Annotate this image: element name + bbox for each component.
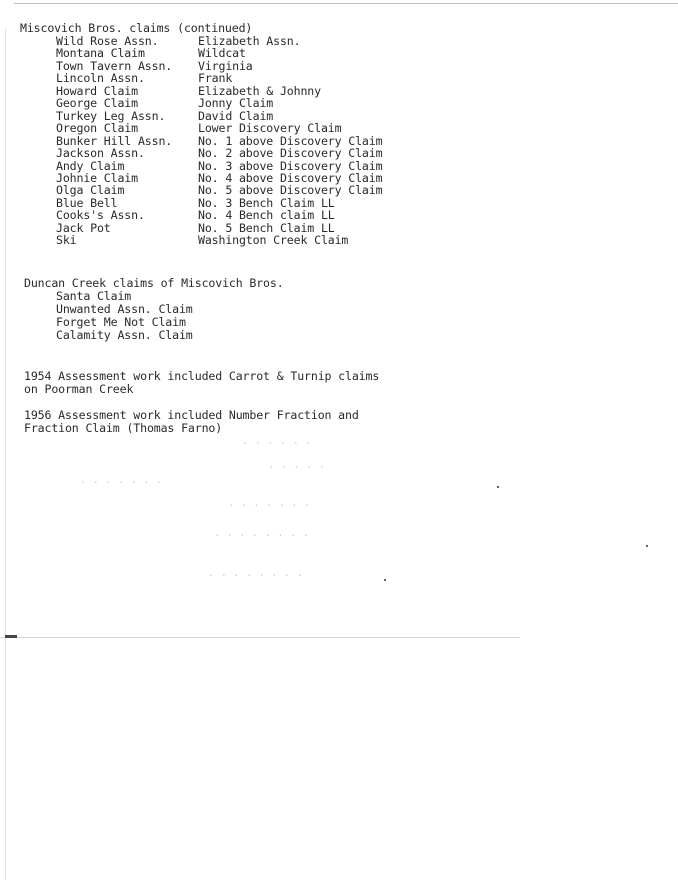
claim-left-cell: Wild Rose Assn.: [56, 34, 159, 48]
claim-left-cell: Bunker Hill Assn.: [56, 133, 173, 148]
claim-left-cell: Town Tavern Assn.: [56, 58, 173, 73]
claim-right-cell: Jonny Claim: [198, 96, 274, 111]
claim-right-cell: Wildcat: [198, 46, 246, 61]
claim-right-cell: Elizabeth & Johnny: [198, 83, 321, 98]
claim-right-cell: No. 3 Bench Claim LL: [198, 195, 335, 210]
claim-left-cell: Ski: [56, 233, 77, 248]
top-border-line: [14, 3, 678, 4]
claim-left-cell: Blue Bell: [56, 195, 118, 210]
claim-left-cell: Lincoln Assn.: [56, 71, 145, 86]
claim-right-cell: Elizabeth Assn.: [198, 34, 301, 48]
claim-left-cell: Turkey Leg Assn.: [56, 108, 166, 123]
bleed-through-mark: · · · · · · ·: [228, 500, 311, 512]
header-title: Miscovich Bros. claims: [20, 21, 171, 35]
claim-left-cell: Andy Claim: [56, 158, 125, 173]
header-continued: (continued): [177, 21, 253, 35]
claims-table: [56, 35, 396, 260]
note-1954-line-1: 1954 Assessment work included Carrot & Turnip claims: [24, 369, 380, 383]
lower-divider-mark: [5, 635, 17, 638]
claim-right-cell: No. 5 above Discovery Claim: [198, 183, 383, 198]
claim-right-cell: Lower Discovery Claim: [198, 121, 342, 136]
claim-right-cell: No. 4 above Discovery Claim: [198, 170, 383, 185]
bleed-through-mark: · · · · · · ·: [80, 477, 163, 489]
duncan-heading: Duncan Creek claims of Miscovich Bros.: [24, 276, 284, 290]
claim-right-cell: David Claim: [198, 108, 274, 123]
claim-right-cell: Washington Creek Claim: [198, 233, 349, 248]
bleed-through-mark: · · · · · · · ·: [214, 530, 309, 542]
duncan-claim-item: Unwanted Assn. Claim: [56, 302, 193, 316]
claim-right-cell: No. 2 above Discovery Claim: [198, 146, 383, 161]
claim-right-cell: No. 5 Bench Claim LL: [198, 220, 335, 235]
duncan-claim-item: Forget Me Not Claim: [56, 315, 186, 329]
note-1956-line-2: Fraction Claim (Thomas Farno): [24, 421, 223, 435]
left-margin-line: [5, 28, 6, 880]
note-1956-line-1: 1956 Assessment work included Number Fraction and: [24, 408, 359, 422]
bleed-through-mark: · · · · · · · ·: [208, 570, 303, 582]
claim-left-cell: Oregon Claim: [56, 121, 138, 136]
claim-left-cell: Montana Claim: [56, 46, 145, 61]
claim-left-cell: Johnie Claim: [56, 170, 138, 185]
claim-left-cell: George Claim: [56, 96, 138, 111]
claim-right-cell: No. 3 above Discovery Claim: [198, 158, 383, 173]
claim-left-cell: Cooks's Assn.: [56, 208, 145, 223]
duncan-claim-item: Santa Claim: [56, 289, 132, 303]
duncan-claims-list: [56, 290, 306, 346]
claim-right-cell: No. 1 above Discovery Claim: [198, 133, 383, 148]
ink-speck: [646, 545, 648, 547]
duncan-claim-item: Calamity Assn. Claim: [56, 328, 193, 342]
claim-right-cell: Virginia: [198, 58, 253, 73]
claim-right-cell: Frank: [198, 71, 233, 86]
bleed-through-mark: · · · · ·: [268, 462, 325, 474]
claim-right-cell: No. 4 Bench claim LL: [198, 208, 335, 223]
claim-left-cell: Jackson Assn.: [56, 146, 145, 161]
ink-speck: [497, 486, 499, 488]
claim-left-cell: Olga Claim: [56, 183, 125, 198]
bleed-through-mark: · · · · · ·: [242, 438, 312, 450]
note-1954-line-2: on Poorman Creek: [24, 382, 134, 396]
ink-speck: [384, 579, 386, 581]
claim-left-cell: Howard Claim: [56, 83, 138, 98]
claim-left-cell: Jack Pot: [56, 220, 111, 235]
lower-divider-line: [0, 637, 520, 638]
